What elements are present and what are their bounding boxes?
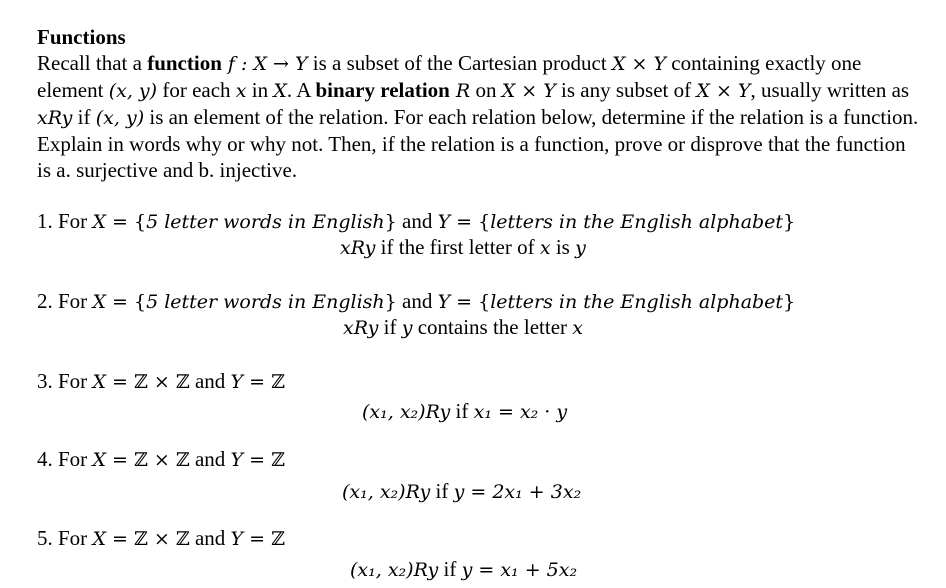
math-codomain: = ℤ xyxy=(243,449,285,471)
intro-paragraph xyxy=(37,50,922,183)
intro-text: is any subset of xyxy=(555,78,697,102)
math-brace: } xyxy=(783,291,796,313)
conjunction-text: and xyxy=(189,526,231,550)
math-codomain: = ℤ xyxy=(243,371,285,393)
math-brace: } xyxy=(384,211,397,233)
math-formula: y = 2x₁ + 3x₂ xyxy=(453,481,582,503)
math-domain: = ℤ × ℤ xyxy=(105,449,190,471)
math-equals: = { xyxy=(105,291,147,313)
math-y: y xyxy=(401,317,413,339)
math-Y: Y xyxy=(230,449,244,471)
math-X: X xyxy=(92,528,106,550)
relation-text: if the first letter of xyxy=(375,235,540,259)
relation-text: if xyxy=(450,399,474,423)
math-set-text: 5 letter words in English xyxy=(146,211,385,233)
relation-text: if xyxy=(438,557,462,581)
problem-2-relation xyxy=(343,314,583,341)
math-xRy: xRy xyxy=(340,237,376,259)
math-X: X xyxy=(92,371,106,393)
math-x: x xyxy=(235,80,247,102)
math-Y: Y xyxy=(230,371,244,393)
term-binary-relation: binary relation xyxy=(315,78,450,102)
conjunction-text: and xyxy=(189,369,231,393)
math-Y: Y xyxy=(230,528,244,550)
problem-3-definition xyxy=(37,368,285,395)
relation-text: contains the letter xyxy=(412,315,573,339)
math-relation: (x₁, x₂)Ry xyxy=(342,481,431,503)
math-brace: } xyxy=(384,291,397,313)
problem-1-definition xyxy=(37,208,795,235)
intro-text: is an element of the relation. For each relation below, determine if the relation is a function. Explain in words why or why not. Then, if the relation is a function, prove or disprove that the function is a. surjective and b. injective. xyxy=(37,105,919,182)
math-pair: (x, y) xyxy=(95,107,145,129)
math-domain: = ℤ × ℤ xyxy=(105,528,190,550)
intro-text: on xyxy=(470,78,502,102)
math-y: y xyxy=(575,237,586,259)
problem-5-definition xyxy=(37,525,285,552)
math-formula: x₁ = x₂ · y xyxy=(473,401,568,423)
term-function: function xyxy=(147,51,222,75)
problem-number: 4. For xyxy=(37,447,93,471)
intro-text: containing exactly one element xyxy=(37,51,862,102)
conjunction-text: and xyxy=(396,209,438,233)
math-Y: Y xyxy=(437,291,451,313)
problem-5-relation xyxy=(350,556,577,583)
math-Y: Y xyxy=(437,211,451,233)
relation-text: if xyxy=(430,479,454,503)
relation-text: if xyxy=(378,315,402,339)
intro-text: is a subset of the Cartesian product xyxy=(307,51,612,75)
intro-text: , usually written as xyxy=(750,78,910,102)
problem-number: 2. For xyxy=(37,289,93,313)
math-set-text: letters in the English alphabet xyxy=(490,291,784,313)
math-codomain: = ℤ xyxy=(243,528,285,550)
conjunction-text: and xyxy=(396,289,438,313)
math-equals: = { xyxy=(450,211,491,233)
math-X: X xyxy=(92,211,106,233)
problem-1-relation xyxy=(340,234,586,261)
intro-text: in xyxy=(246,78,274,102)
problem-2-definition xyxy=(37,288,795,315)
math-xRy: xRy xyxy=(343,317,379,339)
conjunction-text: and xyxy=(189,447,231,471)
intro-text: Recall that a xyxy=(37,51,148,75)
math-X: X xyxy=(273,80,287,102)
relation-text: is xyxy=(550,235,576,259)
math-cartesian-product: X × Y xyxy=(696,80,751,102)
math-R: R xyxy=(449,80,471,102)
math-relation: (x₁, x₂)Ry xyxy=(350,559,439,581)
problem-number: 1. For xyxy=(37,209,93,233)
math-function-signature: f : X → Y xyxy=(221,53,308,75)
math-X: X xyxy=(92,291,106,313)
problem-4-definition xyxy=(37,446,285,473)
math-brace: } xyxy=(783,211,796,233)
math-X: X xyxy=(92,449,106,471)
intro-text: for each xyxy=(157,78,236,102)
problem-number: 3. For xyxy=(37,369,93,393)
math-domain: = ℤ × ℤ xyxy=(105,371,190,393)
math-equals: = { xyxy=(105,211,147,233)
math-x: x xyxy=(539,237,551,259)
math-cartesian-product: X × Y xyxy=(501,80,556,102)
problem-4-relation xyxy=(342,478,581,505)
document-body xyxy=(37,24,922,581)
math-formula: y = x₁ + 5x₂ xyxy=(461,559,578,581)
math-set-text: letters in the English alphabet xyxy=(490,211,784,233)
math-set-text: 5 letter words in English xyxy=(146,291,385,313)
intro-text: . A xyxy=(286,78,316,102)
math-cartesian-product: X × Y xyxy=(611,53,667,75)
section-heading: Functions xyxy=(37,25,126,49)
problem-number: 5. For xyxy=(37,526,93,550)
math-pair: (x, y) xyxy=(108,80,158,102)
math-xRy: xRy xyxy=(37,107,73,129)
math-relation: (x₁, x₂)Ry xyxy=(362,401,451,423)
intro-text: if xyxy=(72,105,96,129)
math-equals: = { xyxy=(450,291,491,313)
problem-3-relation xyxy=(362,398,567,425)
math-x: x xyxy=(572,317,583,339)
